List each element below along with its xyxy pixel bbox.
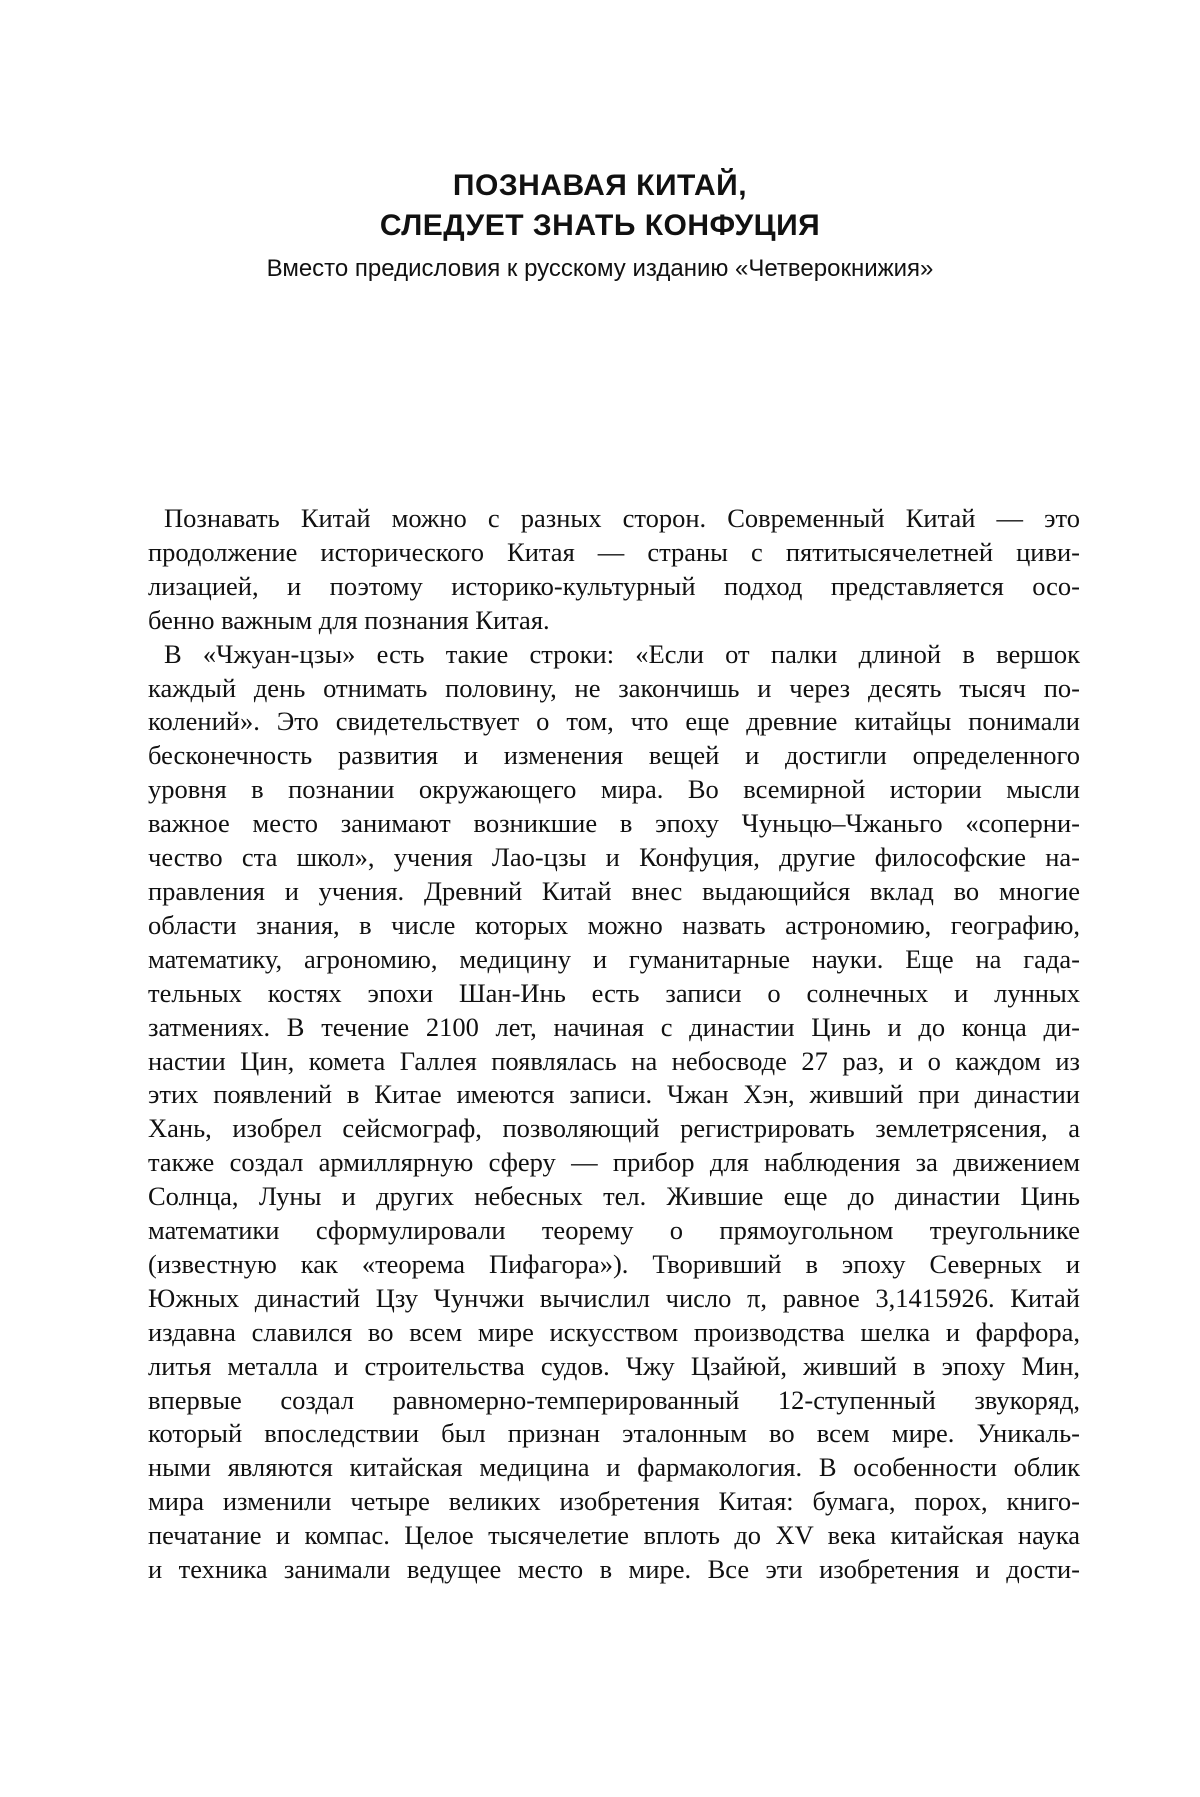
text-line: лизацией, и поэтому историко-культурный подход представляется осо- [148, 570, 1080, 601]
text-line: тельных костях эпохи Шан-Инь есть записи о солнечных и лунных [148, 977, 1080, 1008]
text-line: колений». Это свидетельствует о том, что еще древние китайцы понимали [148, 706, 1080, 737]
text-line: бесконечность развития и изменения вещей и достигли определенного [148, 740, 1080, 771]
text-line: важное место занимают возникшие в эпоху Чуньцю–Чжаньго «соперни- [148, 808, 1080, 839]
text-line: бенно важным для познания Китая. [148, 604, 550, 635]
chapter-title-line-2: СЛЕДУЕТ ЗНАТЬ КОНФУЦИЯ [379, 209, 821, 242]
text-line: В «Чжуан-цзы» есть такие строки: «Если от палки длиной в вершок [164, 638, 1080, 669]
text-line: также создал армиллярную сферу — прибор для наблюдения за движением [148, 1147, 1080, 1178]
text-line: издавна славился во всем мире искусством производства шелка и фарфора, [148, 1316, 1080, 1347]
paragraph-2 [148, 638, 1080, 1587]
text-line: уровня в познании окружающего мира. Во всемирной истории мысли [148, 774, 1080, 805]
text-line: Южных династий Цзу Чунчжи вычислил число π, равное 3,1415926. Китай [148, 1282, 1080, 1313]
text-line: литья металла и строительства судов. Чжу Цзайюй, живший в эпоху Мин, [148, 1350, 1080, 1381]
text-line: каждый день отнимать половину, не закончишь и через десять тысяч по- [148, 672, 1080, 703]
text-line: (известную как «теорема Пифагора»). Творивший в эпоху Северных и [148, 1248, 1080, 1279]
text-line: затмениях. В течение 2100 лет, начиная с династии Цинь и до конца ди- [148, 1011, 1080, 1042]
text-line: настии Цин, комета Галлея появлялась на небосводе 27 раз, и о каждом из [148, 1045, 1080, 1076]
text-line: печатание и компас. Целое тысячелетие вплоть до XV века китайская наука [148, 1520, 1080, 1551]
chapter-heading [0, 166, 1200, 289]
body-text [148, 502, 1080, 1587]
text-line: впервые создал равномерно-темперированный 12-ступенный звукоряд, [148, 1384, 1080, 1415]
paragraph-1 [148, 502, 1080, 638]
text-line: ными являются китайская медицина и фармакология. В особенности облик [148, 1452, 1080, 1483]
text-line: мира изменили четыре великих изобретения Китая: бумага, порох, книго- [148, 1486, 1080, 1517]
text-line: чество ста школ», учения Лао-цзы и Конфуция, другие философские на- [148, 842, 1080, 873]
text-line: математики сформулировали теорему о прямоугольном треугольнике [148, 1215, 1080, 1246]
text-line: который впоследствии был признан эталонным во всем мире. Уникаль- [148, 1418, 1080, 1449]
text-line: этих появлений в Китае имеются записи. Чжан Хэн, живший при династии [148, 1079, 1080, 1110]
text-line: области знания, в числе которых можно назвать астрономию, географию, [148, 909, 1080, 940]
text-line: математику, агрономию, медицину и гуманитарные науки. Еще на гада- [148, 943, 1080, 974]
chapter-subtitle: Вместо предисловия к русскому изданию «Четверокнижия» [266, 255, 934, 282]
text-line: Хань, изобрел сейсмограф, позволяющий регистрировать землетрясения, а [148, 1113, 1080, 1144]
text-line: и техника занимали ведущее место в мире. Все эти изобретения и дости- [148, 1554, 1080, 1585]
text-line: правления и учения. Древний Китай внес выдающийся вклад во многие [148, 875, 1080, 906]
chapter-title-line-1: ПОЗНАВАЯ КИТАЙ, [452, 169, 748, 202]
text-line: Познавать Китай можно с разных сторон. Современный Китай — это [164, 503, 1080, 533]
text-line: Солнца, Луны и других небесных тел. Жившие еще до династии Цинь [148, 1181, 1080, 1212]
text-line: продолжение исторического Китая — страны с пятитысячелетней циви- [148, 536, 1080, 567]
